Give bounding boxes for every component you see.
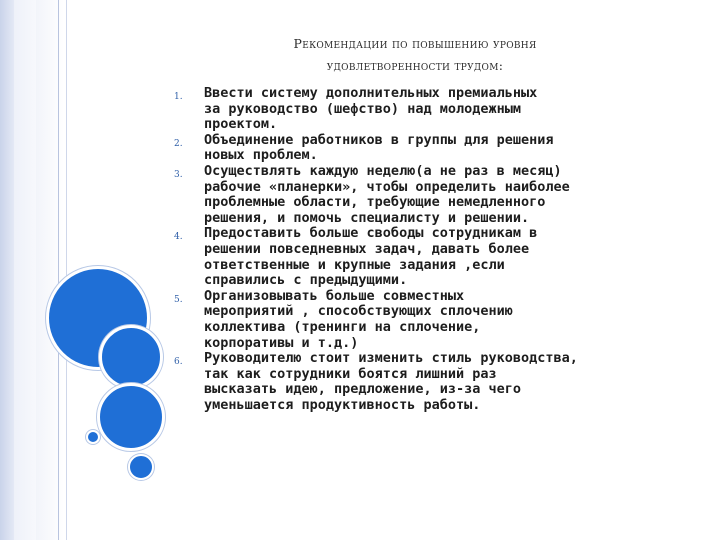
item-text-line: так как сотрудники боятся лишний раз [204, 365, 497, 382]
decor-circle-small [86, 430, 100, 444]
item-text-line: мероприятий , способствующих сплочению [204, 303, 513, 320]
item-text-line: Предоставить больше свободы сотрудникам в [204, 225, 538, 242]
decor-line [58, 0, 59, 540]
item-number: 1. [174, 92, 183, 102]
slide-title [170, 34, 660, 75]
item-text-line: рабочие «планерки», чтобы определить наиболее [204, 178, 570, 195]
item-number: 6. [174, 357, 183, 368]
recommendations-list [158, 86, 698, 413]
decor-circle-medium [99, 325, 163, 389]
item-number: 4. [174, 232, 183, 243]
item-text-line: коллектива (тренинги на сплочение, [204, 318, 481, 335]
decor-circle-small [128, 454, 154, 480]
item-text-line: уменьшается продуктивность работы. [204, 396, 481, 413]
decor-stripe [36, 0, 64, 540]
item-text-line: Ввести систему дополнительных премиальных [204, 85, 538, 101]
item-text-line: Объединение работников в группы для решения [204, 131, 554, 148]
title-line-1: Рекомендации по повышению уровня [293, 36, 537, 51]
item-number: 2. [174, 138, 183, 149]
decor-circle-medium [97, 383, 165, 451]
item-text-line: новых проблем. [204, 147, 318, 164]
item-text-line: Руководителю стоит изменить стиль руководства, [204, 350, 578, 367]
list-item [158, 351, 698, 413]
item-number: 3. [174, 169, 183, 180]
item-text-line: высказать идею, предложение, из-за чего [204, 381, 521, 398]
item-text-line: справились с предыдущими. [204, 272, 408, 289]
item-text-line: корпоративы и т.д.) [204, 334, 359, 351]
list-item [158, 289, 698, 351]
item-text-line: Организовывать больше совместных [204, 287, 465, 304]
list-item [158, 133, 698, 164]
decor-line [66, 0, 67, 540]
item-text-line: ответственные и крупные задания ,если [204, 256, 505, 273]
title-line-2: удовлетворенности трудом: [326, 58, 504, 73]
list-item [158, 86, 698, 133]
item-text-line: Осуществлять каждую неделю(а не раз в месяц) [204, 162, 562, 179]
item-text-line: проектом. [204, 116, 278, 133]
item-text-line: решения, и помочь специалисту и решении. [204, 209, 530, 226]
item-number: 5. [174, 294, 183, 305]
list-item [158, 226, 698, 288]
decor-stripe [14, 0, 36, 540]
list-item [158, 164, 698, 226]
item-text-line: за руководство (шефство) над молодежным [204, 100, 521, 117]
item-text-line: решении повседневных задач, давать более [204, 240, 530, 257]
decor-stripe [0, 0, 14, 540]
item-text-line: проблемные области, требующие немедленного [204, 194, 546, 211]
